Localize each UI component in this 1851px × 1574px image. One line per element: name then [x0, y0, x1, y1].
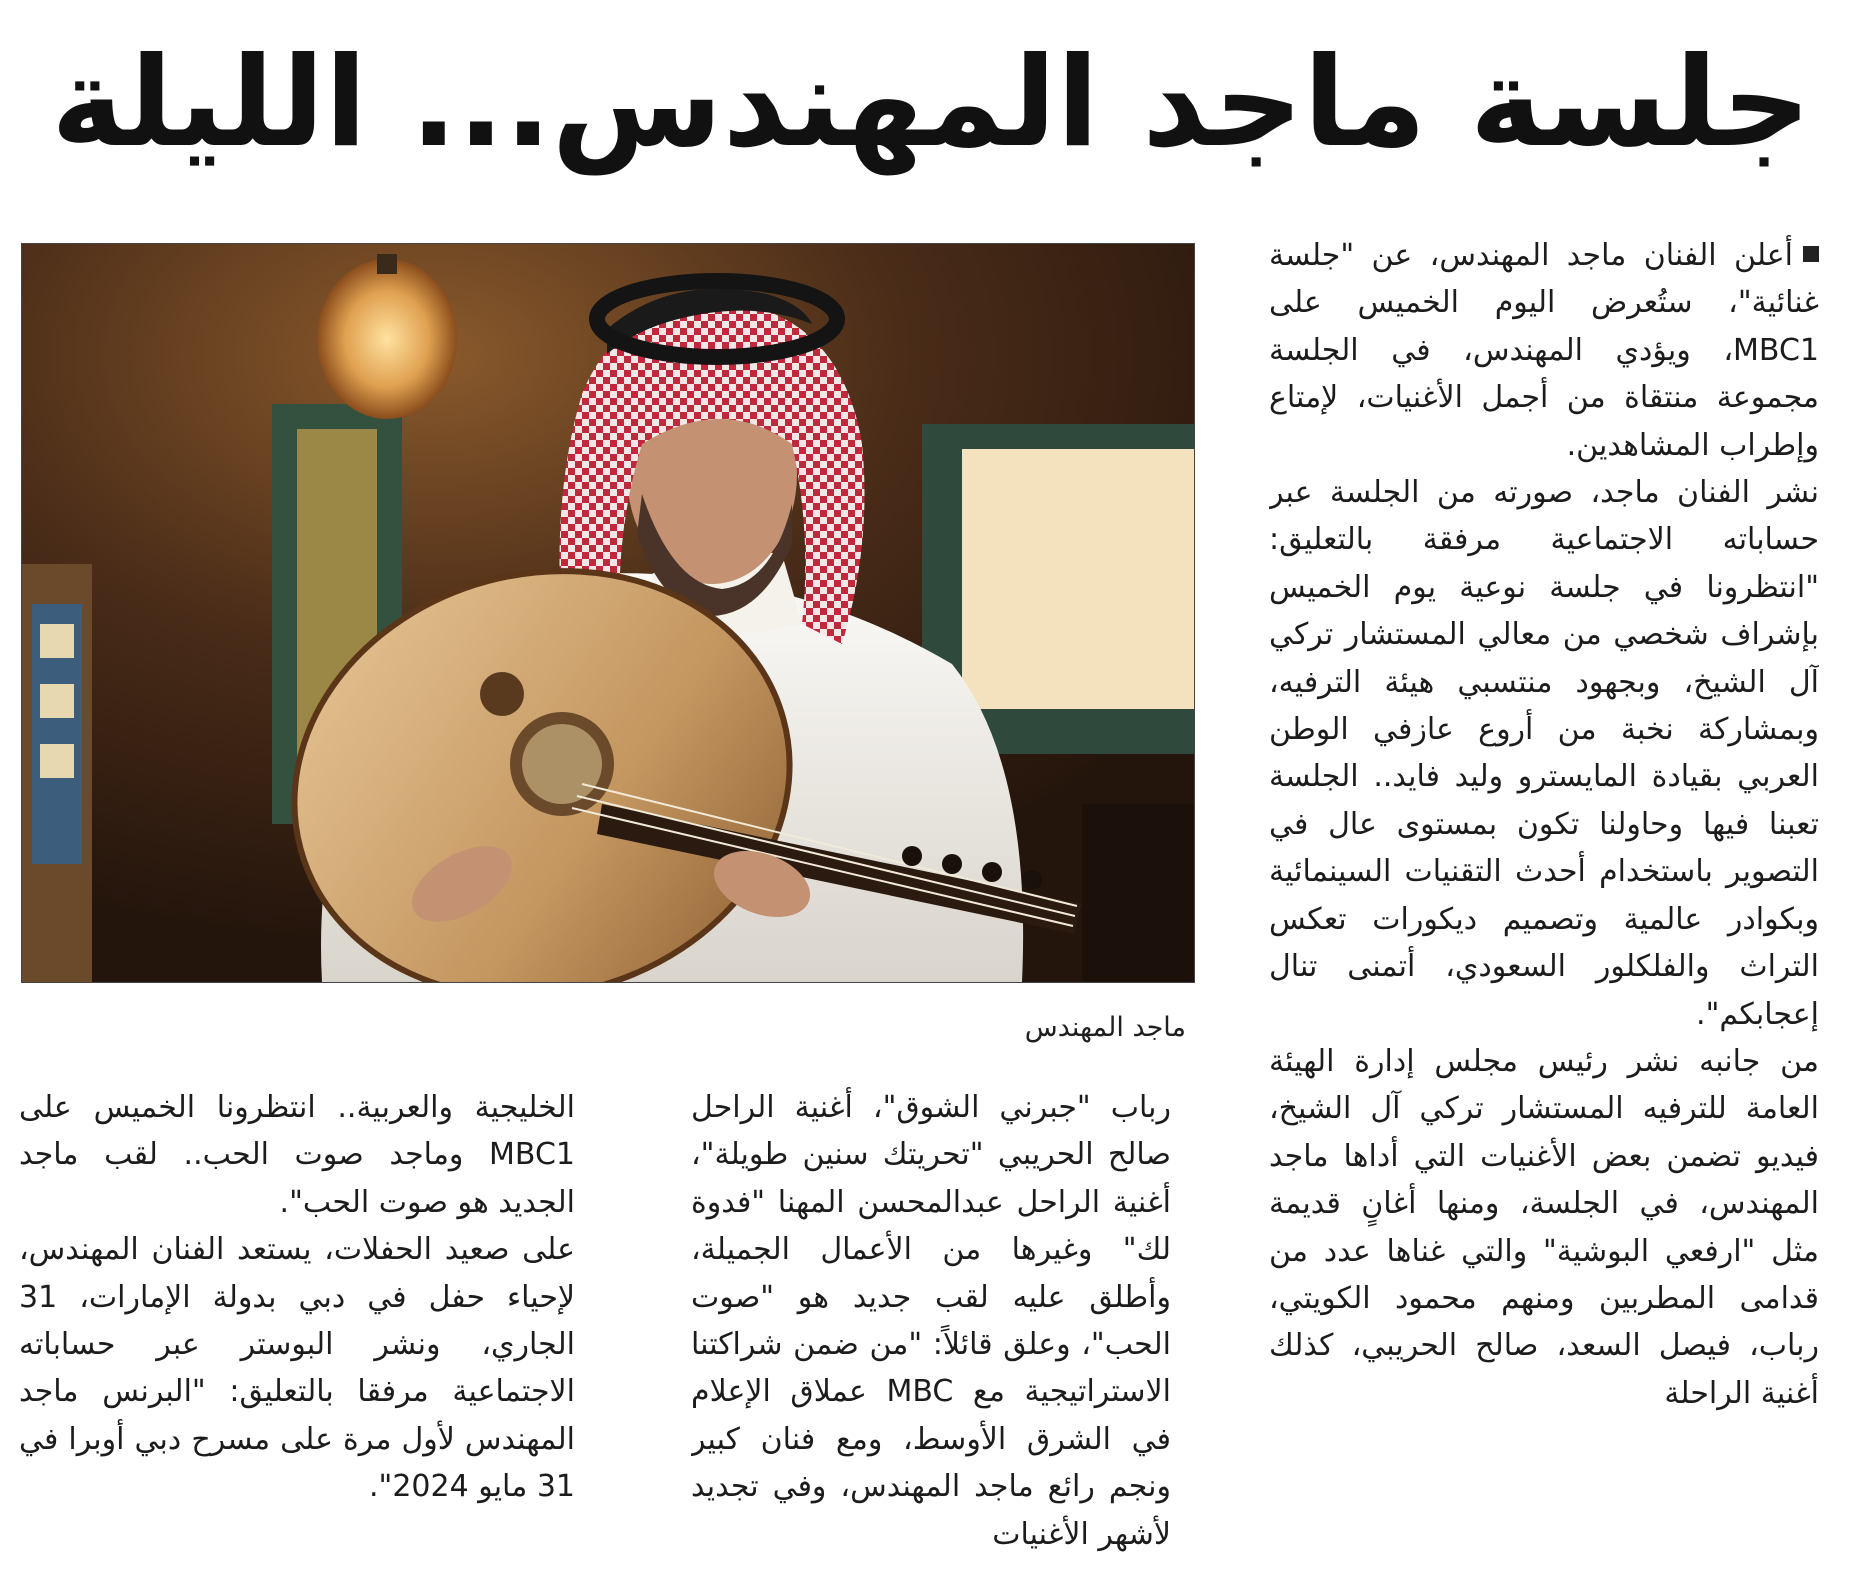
article-column-right	[1269, 232, 1819, 1562]
article-paragraph: على صعيد الحفلات، يستعد الفنان المهندس، لإحياء حفل في دبي بدولة الإمارات، 31 الجاري، ونشر البوستر عبر حساباته الاجتماعية مرفقا بالتعليق: "البرنس ماجد المهندس لأول مرة على مسرح دبي أوبرا في 31 مايو 2024".	[19, 1232, 575, 1505]
article-paragraph: الخليجية والعربية.. انتظرونا الخميس على MBC1 وماجد صوت الحب.. لقب ماجد الجديد هو صوت الحب".	[19, 1090, 575, 1220]
article-paragraph: من جانبه نشر رئيس مجلس إدارة الهيئة العامة للترفيه المستشار تركي آل الشيخ، فيديو تضمن بعض الأغنيات التي أداها ماجد المهندس، في الجلسة، ومنها أغانٍ قديمة مثل "ارفعي البوشية" والتي غناها عدد من قدامى المطربين ومنهم محمود الكويتي، رباب، فيصل السعد، صالح الحريبي، كذلك أغنية الراحلة	[1269, 1043, 1819, 1411]
article-paragraph: نشر الفنان ماجد، صورته من الجلسة عبر حساباته الاجتماعية مرفقة بالتعليق: "انتظرونا في جلسة نوعية يوم الخميس بإشراف شخصي من معالي المستشار تركي آل الشيخ، وبجهود منتسبي هيئة الترفيه، وبمشاركة نخبة من أروع عازفي الوطن العربي بقيادة المايسترو وليد فايد.. الجلسة تعبنا فيها وحاولنا تكون بمستوى عال في التصوير باستخدام أحدث التقنيات السينمائية وبكوادر عالمية وتصميم ديكورات تعكس التراث والفلكلور السعودي، أتمنى تنال إعجابكم".	[1269, 475, 1819, 1032]
article-paragraph	[1269, 232, 1819, 469]
headline: جلسة ماجد المهندس... الليلة	[50, 31, 1811, 175]
article-photo	[21, 243, 1195, 983]
article-paragraph: رباب "جبرني الشوق"، أغنية الراحل صالح الحريبي "تحريتك سنين طويلة"، أغنية الراحل عبدالمحسن المهنا "فدوة لك" وغيرها من الأعمال الجميلة، وأطلق عليه لقب جديد هو "صوت الحب"، وعلق قائلاً: "من ضمن شراكتنا الاستراتيجية مع MBC عملاق الإعلام في الشرق الأوسط، ومع فنان كبير ونجم رائع ماجد المهندس، وفي تجديد لأشهر الأغنيات	[691, 1090, 1171, 1552]
photo-caption: ماجد المهندس	[1024, 1012, 1186, 1043]
paragraph-text: أعلن الفنان ماجد المهندس، عن "جلسة غنائية"، ستُعرض اليوم الخميس على MBC1، ويؤدي المهندس، في الجلسة مجموعة منتقاة من أجمل الأغنيات، لإمتاع وإطراب المشاهدين.	[1269, 238, 1819, 463]
bullet-square-icon	[1803, 246, 1819, 262]
oud-player-photo-icon	[22, 244, 1194, 982]
article-column-middle	[691, 1084, 1171, 1564]
article-column-left	[19, 1084, 575, 1564]
